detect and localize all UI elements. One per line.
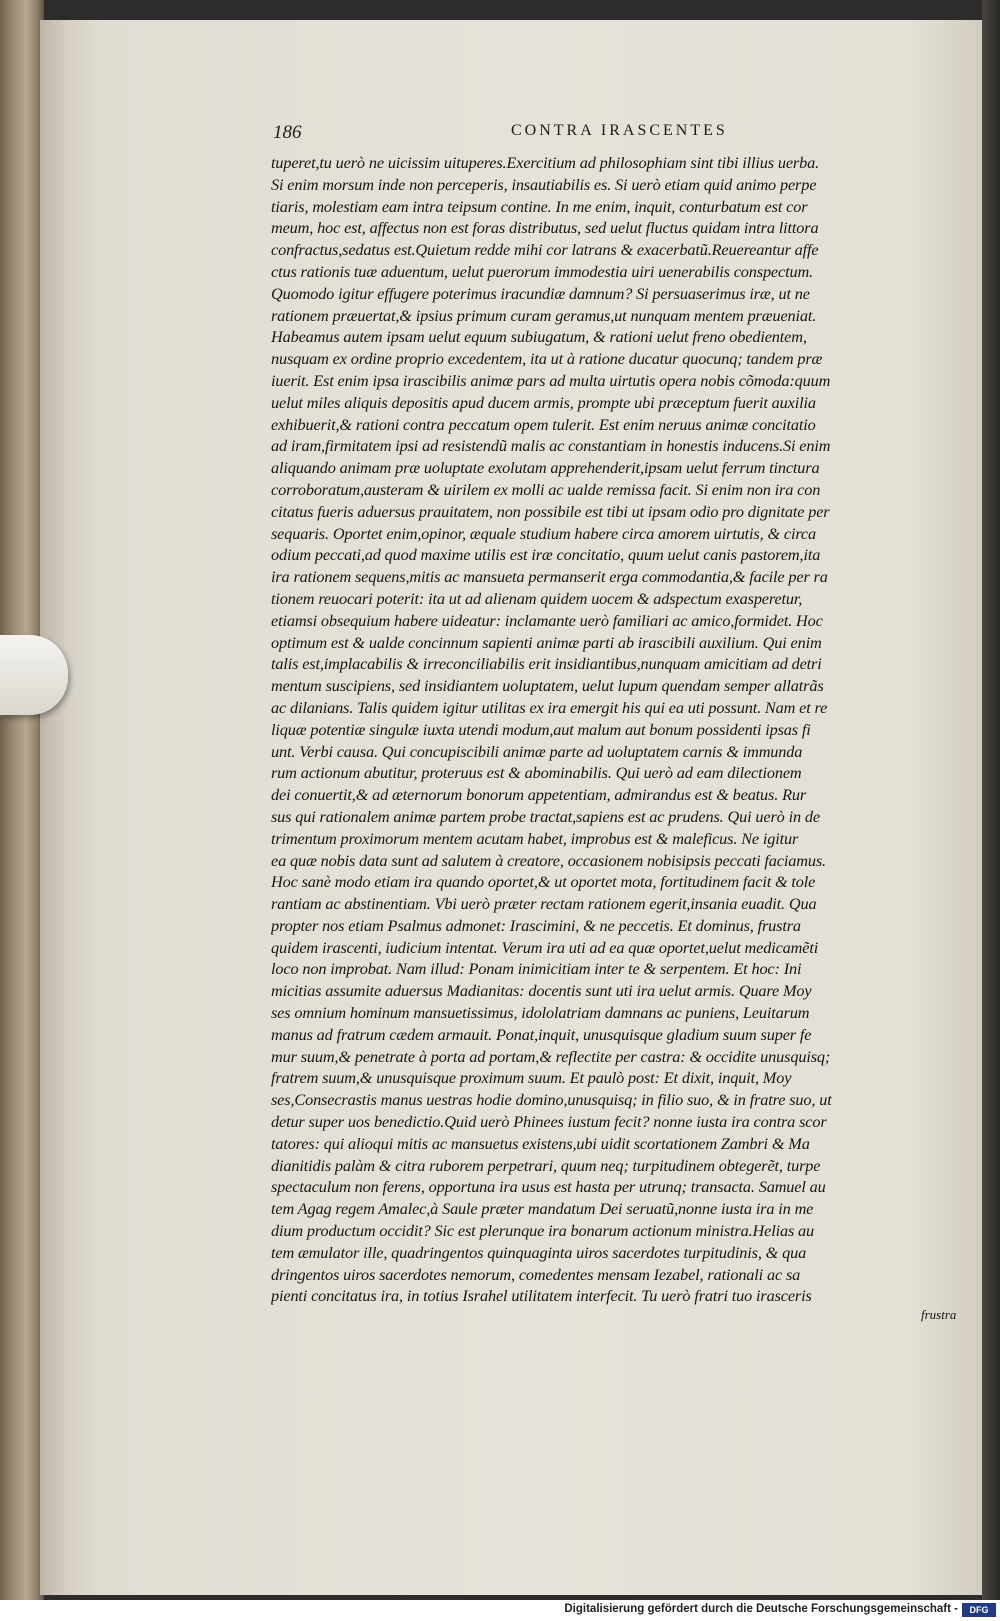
text-line: tatores: qui alioqui mitis ac mansuetus existens,ubi uidit scortationem Zambri & Ma [271,1133,810,1153]
book-binding [0,0,44,1600]
text-line: sequaris. Oportet enim,opinor, æquale studium habere circa amorem uirtutis, & circa [271,523,816,543]
text-line: confractus,sedatus est.Quietum redde mihi cor latrans & exacerbatũ.Reuereantur affe [271,240,819,260]
text-line: tem æmulator ille, quadringentos quinquaginta uiros sacerdotes turpitudinis, & qua [271,1242,807,1262]
text-line: tionem reuocari poterit: ita ut ad alienam quidem uocem & adspectum exasperetur, [271,588,803,608]
text-line: rationem præuertat,& ipsius primum curam geramus,ut nunquam mentem præueniat. [271,305,817,325]
text-line: loco non improbat. Nam illud: Ponam inimicitiam inter te & serpentem. Et hoc: Ini [271,959,802,979]
text-line: citatus fueris aduersus prauitatem, non possibile est tibi ut ipsam odio pro dignitate per [271,501,830,521]
text-line: rantiam ac abstinentiam. Vbi uerò præter rectam rationem egerit,insania euadit. Qua [271,894,817,914]
text-line: ira rationem sequens,mitis ac mansueta permanserit erga commodantia,& facile per ra [271,567,828,587]
text-line: manus ad fratrum cædem armauit. Ponat,inquit, unusquisque gladium suum super fe [271,1024,812,1044]
text-line: mentum suscipiens, sed insidiantem uoluptatem, uelut lupum quendam semper allatrãs [271,676,824,696]
text-line: spectaculum non ferens, opportuna ira usus est hasta per utrunq; transacta. Samuel au [271,1177,826,1197]
text-line: aliquando animam præ uoluptate exolutam apprehenderit,ipsam uelut ferrum tinctura [271,458,820,478]
text-line: Hoc sanè modo etiam ira quando oportet,& ut oportet mota, fortitudinem facit & tole [271,872,816,892]
footer-credit: Digitalisierung gefördert durch die Deutsche Forschungsgemeinschaft - [564,1603,958,1615]
text-line: sus qui rationalem animæ partem probe tractat,sapiens est ac prudens. Qui uerò in de [271,806,820,826]
text-line: pienti concitatus ira, in totius Israhel utilitatem interfecit. Tu uerò fratri tuo irasceris [271,1286,812,1306]
text-line: ad iram,firmitatem ipsi ad resistendũ malis ac constantiam in honestis inducens.Si enim [271,436,831,456]
text-line: iuerit. Est enim ipsa irascibilis animæ pars ad multa uirtutis opera nobis cõmoda:quum [271,370,831,390]
running-head [273,122,913,152]
text-line: etiamsi obsequium habere uideatur: inclamante uerò familiari ac amico,formidet. Hoc [271,610,823,630]
text-line: Habeamus autem ipsam uelut equum subiugatum, & rationi uelut freno obedientem, [271,327,807,347]
page-number: 186 [273,122,302,143]
text-line: trimentum proximorum mentem acutam habet, improbus est & maleficus. Ne igitur [271,828,799,848]
text-line: liquæ potentiæ singulæ iuxta utendi modum,aut malum aut bonum possidenti ipsas fi [271,719,811,739]
text-line: ctus rationis tuæ aduentum, uelut puerorum immodestia uiri uenerabilis conspectum. [271,261,813,281]
text-line: ses omnium hominum mansuetissimus, idololatriam damnans ac puniens, Leuitarum [271,1003,810,1023]
text-line: detur super uos benedictio.Quid uerò Phinees iustum fecit? nonne iusta ira contra scor [271,1112,827,1132]
text-line: meum, hoc est, affectus non est foras distributus, sed uelut fluctus quidam intra littora [271,218,819,238]
text-line: Quomodo igitur effugere poterimus iracundiæ damnum? Si persuaserimus iræ, ut ne [271,283,810,303]
text-line: optimum est & ualde concinnum sapienti animæ parti ab irascibili auxilium. Qui enim [271,632,822,652]
page-edge-shadow [982,0,1000,1600]
text-line: ea quæ nobis data sunt ad salutem à creatore, occasionem nobisipsis peccati faciamus. [271,850,826,870]
text-line: Si enim morsum inde non perceperis, insautiabilis es. Si uerò etiam quid animo perpe [271,174,817,194]
text-line: rum actionum abutitur, proteruus est & abominabilis. Qui uerò ad eam dilectionem [271,763,802,783]
text-line: tiaris, molestiam eam intra teipsum contine. In me enim, inquit, conturbatum est cor [271,196,808,216]
text-line: mur suum,& penetrate à porta ad portam,& reflectite per castra: & occidite unusquisq; [271,1046,831,1066]
catchword: frustra [921,1307,957,1322]
text-line: propter nos etiam Psalmus admonet: Irascimini, & ne peccetis. Et dominus, frustra [271,915,801,935]
text-line: micitias assumite aduersus Madianitas: docentis sunt uti ira uelut armis. Quare Moy [271,981,812,1001]
text-line: tuperet,tu uerò ne uicissim uituperes.Exercitium ad philosophiam sint tibi illius uerba. [271,153,820,172]
dfg-logo: DFG [962,1603,996,1617]
text-line: quidem irascenti, iudicium intentat. Verum ira uti ad ea quæ oportet,uelut medicamẽti [271,937,819,957]
text-line: ac dilanians. Talis quidem igitur utilitas ex ira emergit his qui ea uti possunt. Nam et re [271,697,828,717]
text-line: fratrem suum,& unusquisque proximum suum. Et paulò post: Et dixit, inquit, Moy [271,1068,792,1088]
text-line: odium peccati,ad quod maxime utilis est iræ concitatio, quum uelut canis pastorem,ita [271,545,821,565]
text-line: exhibuerit,& rationi contra peccatum opem tulerit. Est enim neruus animæ concitatio [271,414,816,434]
text-line: uelut miles aliquis depositis apud ducem armis, prompte ubi præceptum fuerit auxilia [271,392,816,412]
text-line: talis est,implacabilis & irreconciliabilis erit insidiantibus,nunquam amicitiam ad detri [271,654,822,674]
text-line: dei conuertit,& ad æternorum bonorum appetentiam, admirandus est & beatus. Rur [271,785,807,805]
text-line: dringentos uiros sacerdotes nemorum, comedentes mensam Iezabel, rationali ac sa [271,1264,801,1284]
text-line: nusquam ex ordine proprio excedentem, ita ut à ratione ducatur quocunq; tandem præ [271,349,823,369]
text-line: ses,Consecrastis manus uestras hodie domino,unusquisq; in filio suo, & in fratre suo, ut [271,1090,832,1110]
footer-bar [0,1600,1000,1621]
text-line: corroboratum,austeram & uirilem ex molli ac ualde remissa facit. Si enim non ira con [271,479,821,499]
text-line: dianitidis palàm & citra ruborem perpetrari, quum neq; turpitudinem obtegerẽt, turpe [271,1155,821,1175]
running-title: CONTRA IRASCENTES [511,122,728,139]
text-block [271,152,977,1307]
text-line: tem Agag regem Amalec,à Saule præter mandatum Dei seruatũ,nonne iusta ira in me [271,1199,814,1219]
text-line: unt. Verbi causa. Qui concupiscibili animæ parte ad uoluptatem carnis & immunda [271,741,803,761]
text-line: dium productum occidit? Sic est plerunque ira bonarum actionum ministra.Helias au [271,1221,815,1241]
